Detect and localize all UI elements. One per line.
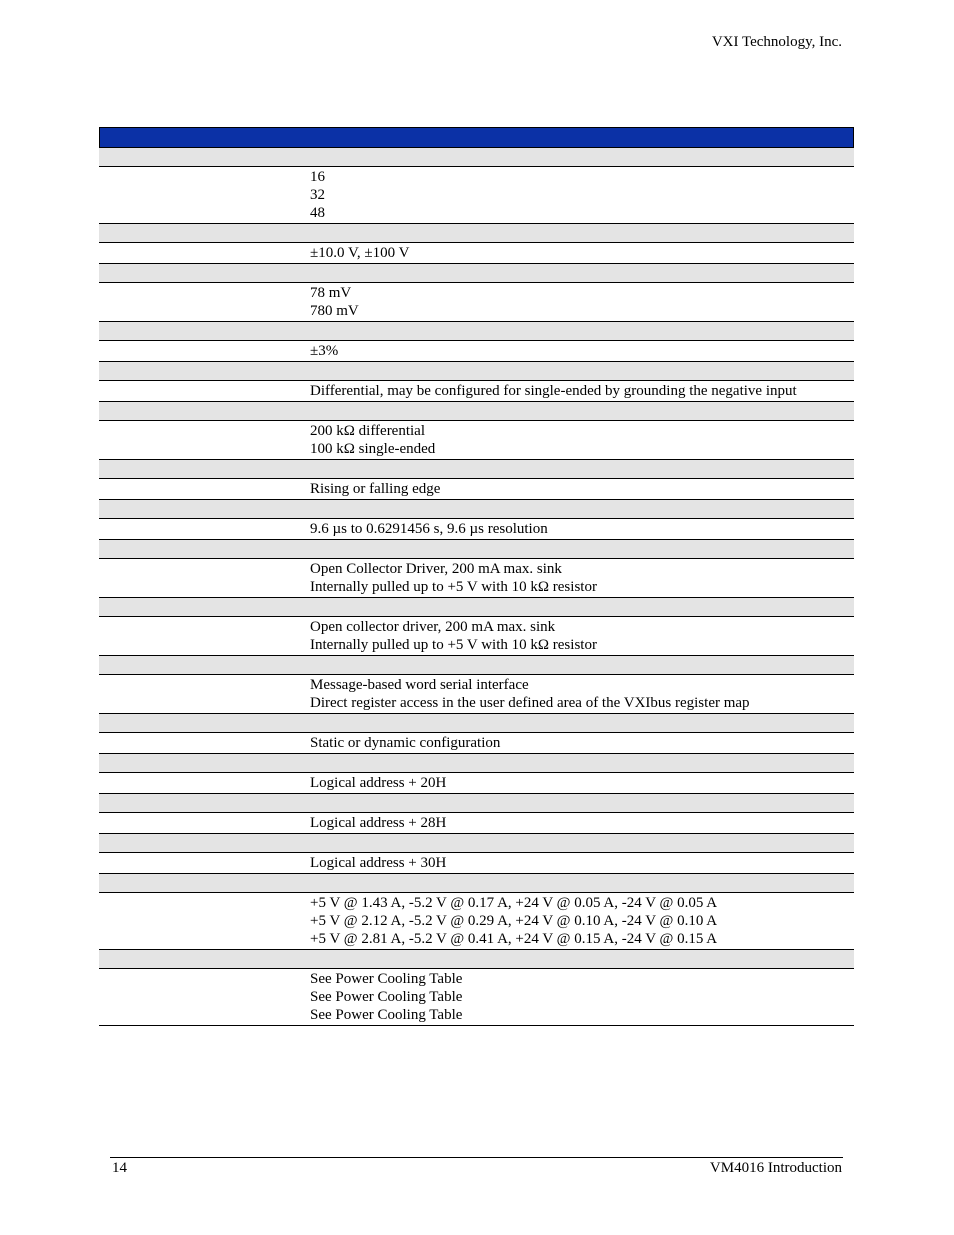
table-row <box>99 519 854 540</box>
table-body <box>99 148 854 1026</box>
spec-value: 48 <box>310 205 325 221</box>
spec-value: ±10.0 V, ±100 V <box>310 245 410 261</box>
table-row <box>99 341 854 362</box>
spec-value: 32 <box>310 187 325 203</box>
table-row <box>99 893 854 950</box>
spec-value: Logical address + 28H <box>310 815 447 831</box>
section-bar <box>99 540 854 559</box>
spec-value: See Power Cooling Table <box>310 989 463 1005</box>
spec-value: 200 kΩ differential <box>310 423 426 439</box>
spec-value: Message-based word serial interface <box>310 677 529 693</box>
spec-value: +5 V @ 2.12 A, -5.2 V @ 0.29 A, +24 V @ 0.10 A, -24 V @ 0.10 A <box>310 913 718 929</box>
table-row <box>99 733 854 754</box>
section-bar <box>99 500 854 519</box>
section-bar <box>99 598 854 617</box>
table-row <box>99 381 854 402</box>
spec-value: See Power Cooling Table <box>310 971 463 987</box>
section-bar <box>99 834 854 853</box>
table-row <box>99 283 854 322</box>
section-bar <box>99 224 854 243</box>
section-bar <box>99 950 854 969</box>
spec-value: Logical address + 20H <box>310 775 447 791</box>
spec-value: Open Collector Driver, 200 mA max. sink <box>310 561 562 577</box>
table-row <box>99 479 854 500</box>
spec-value: Open collector driver, 200 mA max. sink <box>310 619 556 635</box>
spec-value: 78 mV <box>310 285 352 301</box>
table-row <box>99 813 854 834</box>
table-row <box>99 421 854 460</box>
section-bar <box>99 322 854 341</box>
table-row <box>99 969 854 1026</box>
spec-value: See Power Cooling Table <box>310 1007 463 1023</box>
document-title: VM4016 Introduction <box>709 1160 842 1176</box>
specifications-table <box>99 127 854 1026</box>
spec-value: 100 kΩ single-ended <box>310 441 436 457</box>
section-bar <box>99 794 854 813</box>
footer-rule <box>110 1157 843 1158</box>
table-header-bar <box>99 127 854 148</box>
spec-value: Internally pulled up to +5 V with 10 kΩ resistor <box>310 579 597 595</box>
page-number: 14 <box>112 1160 127 1176</box>
section-bar <box>99 148 854 167</box>
section-bar <box>99 656 854 675</box>
company-name: VXI Technology, Inc. <box>711 34 842 50</box>
spec-value: Rising or falling edge <box>310 481 441 497</box>
section-bar <box>99 714 854 733</box>
table-row <box>99 167 854 224</box>
table-row <box>99 243 854 264</box>
spec-value: 16 <box>310 169 325 185</box>
spec-value: 780 mV <box>310 303 359 319</box>
spec-value: 9.6 µs to 0.6291456 s, 9.6 µs resolution <box>310 521 548 537</box>
spec-value: Direct register access in the user defined area of the VXIbus register map <box>310 695 750 711</box>
table-row <box>99 617 854 656</box>
spec-value: +5 V @ 1.43 A, -5.2 V @ 0.17 A, +24 V @ 0.05 A, -24 V @ 0.05 A <box>310 895 718 911</box>
spec-value: Static or dynamic configuration <box>310 735 501 751</box>
section-bar <box>99 874 854 893</box>
spec-value: Internally pulled up to +5 V with 10 kΩ resistor <box>310 637 597 653</box>
table-row <box>99 675 854 714</box>
table-row <box>99 559 854 598</box>
section-bar <box>99 264 854 283</box>
spec-value: Differential, may be configured for single-ended by grounding the negative input <box>310 383 797 399</box>
section-bar <box>99 754 854 773</box>
section-bar <box>99 402 854 421</box>
table-row <box>99 773 854 794</box>
table-row <box>99 853 854 874</box>
section-bar <box>99 362 854 381</box>
spec-value: Logical address + 30H <box>310 855 447 871</box>
spec-value: +5 V @ 2.81 A, -5.2 V @ 0.41 A, +24 V @ 0.15 A, -24 V @ 0.15 A <box>310 931 718 947</box>
spec-value: ±3% <box>310 343 339 359</box>
section-bar <box>99 460 854 479</box>
